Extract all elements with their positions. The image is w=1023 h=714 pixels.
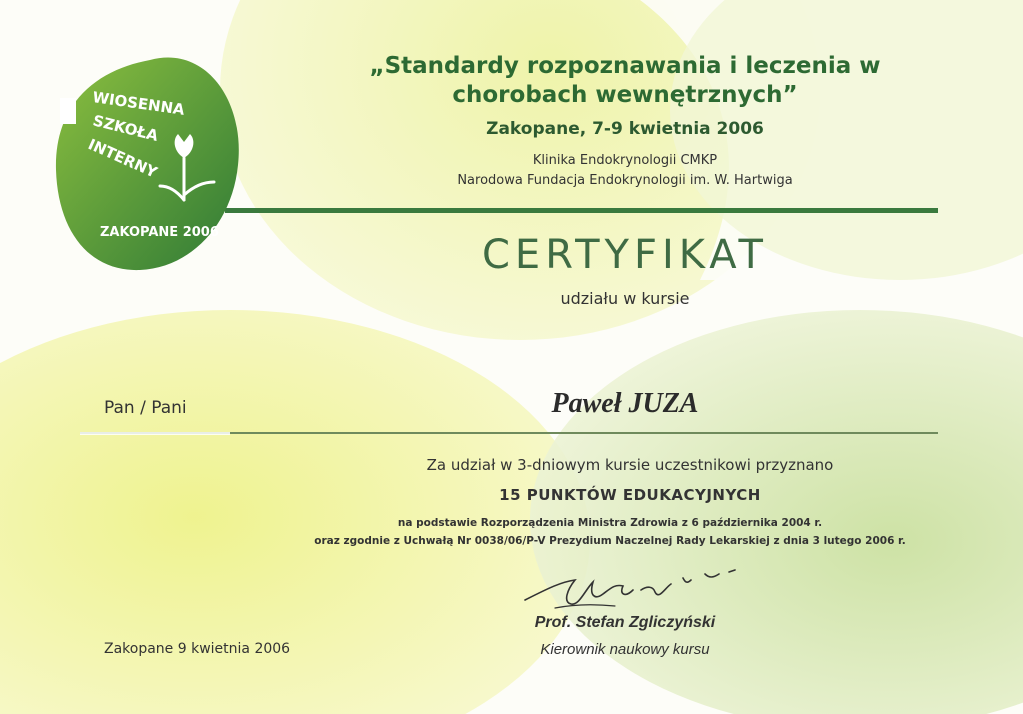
logo-footer: ZAKOPANE 2006 bbox=[100, 225, 219, 240]
signer-role: Kierownik naukowy kursu bbox=[540, 641, 710, 658]
salutation-label: Pan / Pani bbox=[104, 398, 187, 418]
certificate-subtitle: udziału w kursie bbox=[560, 289, 690, 308]
legal-basis-2: oraz zgodnie z Uchwałą Nr 0038/06/P-V Prezydium Naczelnej Rady Lekarskiej z dnia 3 lutego 2006 r. bbox=[314, 535, 906, 547]
recipient-name: Paweł JUZA bbox=[551, 388, 699, 419]
logo-numeral-block bbox=[60, 98, 76, 124]
organizer-1: Klinika Endokrynologii CMKP bbox=[532, 153, 718, 168]
signer-name: Prof. Stefan Zgliczyński bbox=[534, 614, 716, 631]
award-intro: Za udział w 3-dniowym kursie uczestnikowi przyznano bbox=[426, 456, 834, 474]
organizer-2: Narodowa Fundacja Endokrynologii im. W. Hartwiga bbox=[457, 173, 793, 188]
logo-line-2: SZKOŁA bbox=[91, 111, 161, 145]
award-points: 15 PUNKTÓW EDUKACYJNYCH bbox=[499, 486, 761, 504]
issue-place-date: Zakopane 9 kwietnia 2006 bbox=[104, 641, 291, 657]
logo-line-1: WIOSENNA bbox=[91, 88, 186, 119]
course-title: „Standardy rozpoznawania i leczenia w chorobach wewnętrznych” bbox=[369, 53, 881, 108]
certificate-title: CERTYFIKAT bbox=[482, 232, 768, 278]
name-underline-highlight bbox=[80, 432, 230, 435]
signature-scribble bbox=[515, 560, 745, 620]
logo-line-3: INTERNY bbox=[85, 135, 160, 182]
legal-basis-1: na podstawie Rozporządzenia Ministra Zdrowia z 6 października 2004 r. bbox=[397, 517, 823, 529]
header-rule bbox=[225, 208, 938, 213]
school-logo bbox=[56, 58, 239, 271]
event-place-dates: Zakopane, 7-9 kwietnia 2006 bbox=[486, 119, 764, 139]
